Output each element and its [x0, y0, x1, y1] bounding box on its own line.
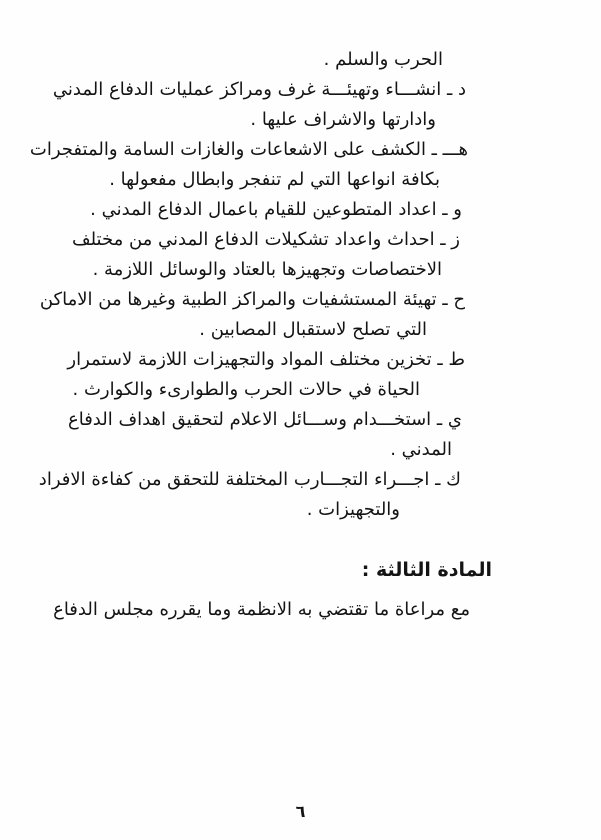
clause-line: د ـ انشـــاء وتهيئـــة غرف ومراكز عمليات الدفاع المدني — [52, 79, 466, 100]
clause-line: المدني . — [390, 439, 452, 460]
clause-line: هـــ ـ الكشف على الاشعاعات والغازات السامة والمتفجرات — [29, 139, 468, 160]
article-3-paragraph: مع مراعاة ما تقتضي به الانظمة وما يقرره مجلس الدفاع — [53, 599, 470, 620]
clause-line: والتجهيزات . — [306, 499, 400, 520]
clause-line: ح ـ تهيئة المستشفيات والمراكز الطبية وغيرها من الاماكن — [39, 289, 465, 310]
clause-line: التي تصلح لاستقبال المصابين . — [199, 319, 427, 340]
clause-line: ط ـ تخزين مختلف المواد والتجهيزات اللازمة لاستمرار — [67, 349, 465, 370]
clause-line: و ـ اعداد المتطوعين للقيام باعمال الدفاع المدني . — [90, 199, 462, 220]
clause-line: ز ـ احداث واعداد تشكيلات الدفاع المدني من مختلف — [71, 229, 460, 250]
clause-line: الاختصاصات وتجهيزها بالعتاد والوسائل اللازمة . — [92, 259, 442, 280]
article-3-section — [0, 555, 601, 625]
article-3-heading: المادة الثالثة : — [361, 559, 492, 581]
clause-line: وادارتها والاشراف عليها . — [250, 109, 436, 130]
clause-line: بكافة انواعها التي لم تنفجر وابطال مفعولها . — [109, 169, 440, 190]
clause-line: الحرب والسلم . — [323, 49, 443, 70]
clause-line: ي ـ استخـــدام وســـائل الاعلام لتحقيق اهداف الدفاع — [67, 409, 462, 430]
clause-line: ك ـ اجـــراء التجـــارب المختلفة للتحقق من كفاءة الافراد — [38, 469, 461, 490]
clause-line: الحياة في حالات الحرب والطوارىء والكوارث . — [72, 379, 420, 400]
page-number: ٦ — [295, 802, 306, 821]
